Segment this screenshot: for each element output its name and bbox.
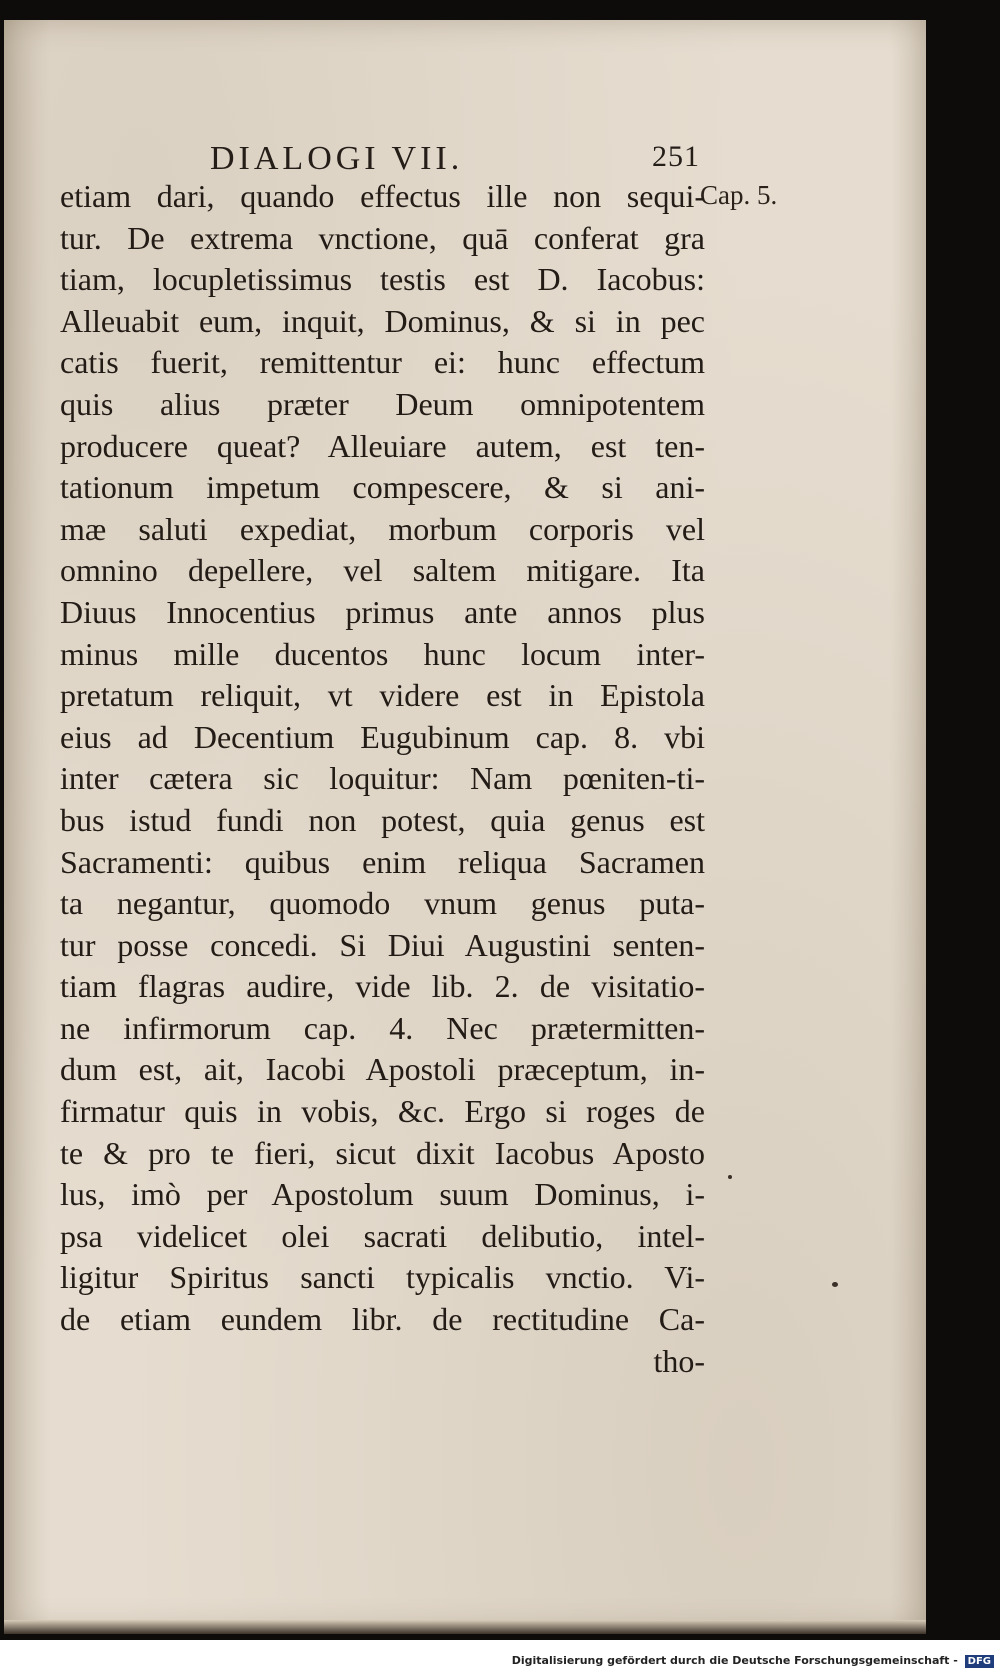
text-line: ta negantur, quomodo vnum genus puta- xyxy=(60,885,705,922)
text-line: quis alius præter Deum omnipotentem xyxy=(60,385,705,422)
text-line: tationum impetum compescere, & si ani- xyxy=(60,469,705,506)
text-line: omnino depellere, vel saltem mitigare. Ita xyxy=(60,552,705,589)
page-bottom-edge xyxy=(4,1620,926,1634)
dfg-logo: DFG xyxy=(965,1655,994,1668)
text-line: Alleuabit eum, inquit, Dominus, & si in pec xyxy=(60,302,705,339)
running-head xyxy=(210,140,700,180)
text-line: tiam flagras audire, vide lib. 2. de visitatio- xyxy=(60,968,705,1005)
text-line: mæ saluti expediat, morbum corporis vel xyxy=(60,510,705,547)
text-line: eius ad Decentium Eugubinum cap. 8. vbi xyxy=(60,718,705,755)
text-line: pretatum reliquit, vt videre est in Epistola xyxy=(60,677,705,714)
credit-text: Digitalisierung gefördert durch die Deutsche Forschungsgemeinschaft - xyxy=(511,1654,958,1667)
body-text xyxy=(60,176,705,1382)
text-line: te & pro te fieri, sicut dixit Iacobus Aposto xyxy=(60,1134,705,1171)
text-line: de etiam eundem libr. de rectitudine Ca- xyxy=(60,1301,705,1338)
page-number: 251 xyxy=(652,140,700,173)
text-line: bus istud fundi non potest, quia genus est xyxy=(60,801,705,838)
text-line: tiam, locupletissimus testis est D. Iacobus: xyxy=(60,261,705,298)
text-line: dum est, ait, Iacobi Apostoli præceptum, in- xyxy=(60,1051,705,1088)
ink-speck xyxy=(728,1175,732,1179)
marginal-note: Cap. 5. xyxy=(700,180,778,210)
text-line: producere queat? Alleuiare autem, est ten- xyxy=(60,427,705,464)
text-line: tur posse concedi. Si Diui Augustini senten- xyxy=(60,926,705,963)
text-line: Sacramenti: quibus enim reliqua Sacramen xyxy=(60,843,705,880)
text-line: ligitur Spiritus sancti typicalis vnctio. Vi- xyxy=(60,1259,705,1296)
text-line: firmatur quis in vobis, &c. Ergo si roges de xyxy=(60,1093,705,1130)
text-line: tur. De extrema vnctione, quā conferat gra xyxy=(60,219,705,256)
text-line: minus mille ducentos hunc locum inter- xyxy=(60,635,705,672)
text-line: etiam dari, quando effectus ille non sequi- xyxy=(60,178,705,214)
text-line: lus, imò per Apostolum suum Dominus, i- xyxy=(60,1176,705,1213)
text-line: Diuus Innocentius primus ante annos plus xyxy=(60,593,705,630)
ink-speck xyxy=(832,1282,838,1287)
text-line: catis fuerit, remittentur ei: hunc effectum xyxy=(60,344,705,381)
text-line: psa videlicet olei sacrati delibutio, intel- xyxy=(60,1217,705,1254)
running-head-title: DIALOGI VII. xyxy=(210,140,464,177)
text-line: ne infirmorum cap. 4. Nec prætermitten- xyxy=(60,1009,705,1046)
text-line: inter cætera sic loquitur: Nam pœniten-ti- xyxy=(60,760,705,797)
catchword: tho- xyxy=(653,1342,705,1379)
digitization-credit xyxy=(0,1650,994,1671)
